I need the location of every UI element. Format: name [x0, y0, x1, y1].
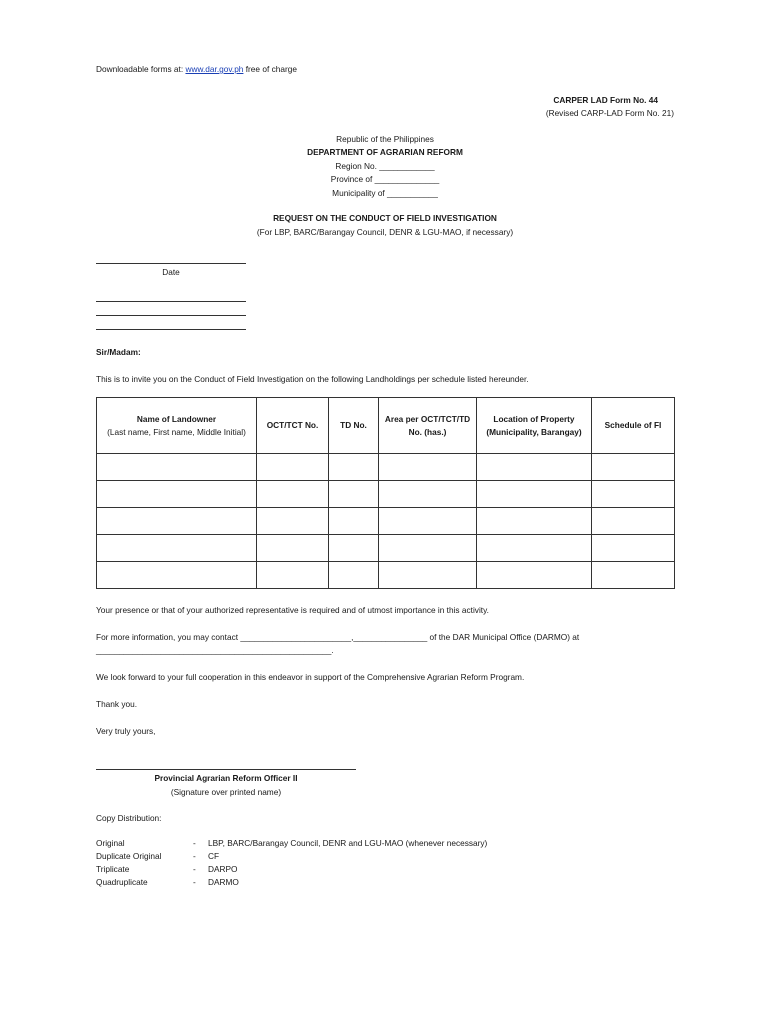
municipality-line: Municipality of ___________	[332, 188, 438, 198]
table-cell[interactable]	[329, 508, 379, 535]
signatory-title: Provincial Agrarian Reform Officer II	[154, 773, 298, 783]
presence-paragraph: Your presence or that of your authorized representative is required and of utmost importance in this activity.	[96, 605, 489, 615]
table-cell[interactable]	[329, 535, 379, 562]
copy-type: Quadruplicate	[96, 877, 148, 887]
form-number: CARPER LAD Form No. 44	[553, 95, 658, 105]
copy-recipient: LBP, BARC/Barangay Council, DENR and LGU-MAO (whenever necessary)	[208, 838, 488, 848]
province-line: Province of ______________	[330, 174, 440, 184]
download-suffix: free of charge	[243, 64, 297, 74]
copy-type: Triplicate	[96, 864, 130, 874]
copy-recipient: DARMO	[208, 877, 239, 887]
col-header-schedule: Schedule of FI	[592, 398, 675, 454]
col-header-landowner-sub: (Last name, First name, Middle Initial)	[107, 426, 246, 437]
landholdings-table	[96, 397, 675, 589]
signature-line	[96, 769, 356, 770]
table-cell[interactable]	[257, 481, 329, 508]
dar-website-link[interactable]: www.dar.gov.ph	[185, 64, 244, 74]
col-header-oct-tct: OCT/TCT No.	[257, 398, 329, 454]
table-cell[interactable]	[329, 454, 379, 481]
col-header-area: Area per OCT/TCT/TD No. (has.)	[379, 398, 477, 454]
table-cell[interactable]	[592, 562, 675, 589]
table-cell[interactable]	[379, 454, 477, 481]
form-title: REQUEST ON THE CONDUCT OF FIELD INVESTIGATION	[273, 213, 497, 223]
thank-you: Thank you.	[96, 699, 138, 709]
table-cell[interactable]	[477, 562, 592, 589]
table-cell[interactable]	[379, 535, 477, 562]
salutation: Sir/Madam:	[96, 347, 141, 357]
date-underline	[96, 263, 246, 264]
download-note	[96, 64, 297, 74]
col-header-td-no: TD No.	[329, 398, 379, 454]
signature-note: (Signature over printed name)	[170, 787, 282, 797]
table-row	[97, 535, 675, 562]
table-cell[interactable]	[97, 535, 257, 562]
table-cell[interactable]	[257, 562, 329, 589]
copy-dash: -	[193, 877, 196, 887]
table-cell[interactable]	[329, 481, 379, 508]
table-cell[interactable]	[257, 535, 329, 562]
table-cell[interactable]	[477, 508, 592, 535]
table-cell[interactable]	[477, 454, 592, 481]
contact-line-2: ___________________________________________________.	[96, 645, 334, 655]
col-header-landowner-label: Name of Landowner	[136, 413, 217, 424]
table-row	[97, 481, 675, 508]
date-label: Date	[162, 267, 180, 277]
table-cell[interactable]	[592, 508, 675, 535]
closing: Very truly yours,	[96, 726, 156, 736]
addressee-line-2	[96, 315, 246, 316]
table-cell[interactable]	[257, 454, 329, 481]
department-name: DEPARTMENT OF AGRARIAN REFORM	[307, 147, 463, 157]
copy-dash: -	[193, 864, 196, 874]
copy-dash: -	[193, 838, 196, 848]
copy-type: Original	[96, 838, 125, 848]
addressee-line-1	[96, 301, 246, 302]
col-header-landowner	[97, 398, 257, 454]
table-cell[interactable]	[97, 562, 257, 589]
table-cell[interactable]	[329, 562, 379, 589]
copy-type: Duplicate Original	[96, 851, 162, 861]
download-prefix: Downloadable forms at:	[96, 64, 186, 74]
col-header-location: Location of Property (Municipality, Barangay)	[477, 398, 592, 454]
table-cell[interactable]	[379, 481, 477, 508]
table-header-row	[97, 398, 675, 454]
copy-distribution-heading: Copy Distribution:	[96, 813, 162, 823]
table-cell[interactable]	[257, 508, 329, 535]
addressee-line-3	[96, 329, 246, 330]
table-cell[interactable]	[592, 454, 675, 481]
cooperation-paragraph: We look forward to your full cooperation in this endeavor in support of the Comprehensive Agrarian Reform Program.	[96, 672, 525, 682]
region-line: Region No. ____________	[335, 161, 435, 171]
table-cell[interactable]	[97, 481, 257, 508]
table-cell[interactable]	[379, 562, 477, 589]
table-cell[interactable]	[592, 535, 675, 562]
table-cell[interactable]	[379, 508, 477, 535]
table-cell[interactable]	[97, 454, 257, 481]
table-row	[97, 454, 675, 481]
republic-line: Republic of the Philippines	[336, 134, 434, 144]
table-cell[interactable]	[592, 481, 675, 508]
copy-recipient: DARPO	[208, 864, 238, 874]
form-revision: (Revised CARP-LAD Form No. 21)	[545, 108, 674, 118]
table-cell[interactable]	[97, 508, 257, 535]
intro-paragraph: This is to invite you on the Conduct of Field Investigation on the following Landholdings per schedule listed hereunder.	[96, 374, 529, 384]
table-row	[97, 562, 675, 589]
copy-recipient: CF	[208, 851, 220, 861]
table-cell[interactable]	[477, 535, 592, 562]
table-row	[97, 508, 675, 535]
table-cell[interactable]	[477, 481, 592, 508]
copy-dash: -	[193, 851, 196, 861]
form-subtitle: (For LBP, BARC/Barangay Council, DENR & LGU-MAO, if necessary)	[256, 227, 514, 237]
contact-line-1: For more information, you may contact ________________________,________________ of the DAR Municipal Office (DARMO) at	[96, 632, 580, 642]
